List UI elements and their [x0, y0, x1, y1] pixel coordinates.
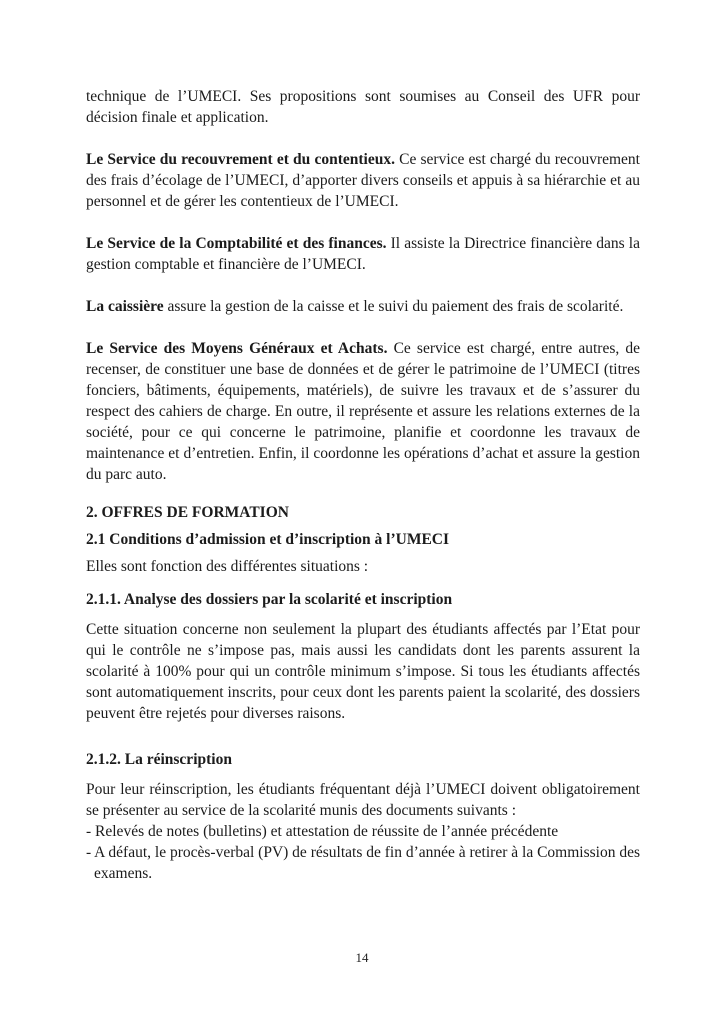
paragraph-body-text: assure la gestion de la caisse et le suivi du paiement des frais de scolarité.	[163, 298, 624, 315]
paragraph-caissiere	[86, 296, 640, 317]
page-number: 14	[355, 950, 369, 965]
list-item-defaut: - A défaut, le procès-verbal (PV) de résultats de fin d’année à retirer à la Commission des examens.	[86, 844, 640, 882]
paragraph-lead-bold: Le Service des Moyens Généraux et Achats.	[86, 340, 388, 357]
paragraph-body-text: Ce service est chargé du recouvrement des frais d’écolage de l’UMECI, d’apporter divers conseils et appuis à sa hiérarchie et au personnel et de gérer les contentieux de l’UMECI.	[86, 151, 640, 210]
paragraph-reinscription: Pour leur réinscription, les étudiants fréquentant déjà l’UMECI doivent obligatoirement se présenter au service de la scolarité munis des documents suivants :	[86, 781, 640, 819]
paragraph-situations: Elles sont fonction des différentes situations :	[86, 558, 369, 575]
paragraph-analyse-dossiers: Cette situation concerne non seulement la plupart des étudiants affectés par l’Etat pour qui le contrôle ne s’impose pas, mais aussi les candidats dont les parents assurent la scolarité à 100% pour qui un contrôle minimum s’impose. Si tous les étudiants affectés sont automatiquement inscrits, pour ceux dont les parents paient la scolarité, des dossiers peuvent être rejetés pour diverses raisons.	[86, 621, 640, 722]
paragraph-body-text: Il assiste la Directrice financière dans la gestion comptable et financière de l’UMECI.	[86, 235, 640, 273]
paragraph-lead-bold: Le Service du recouvrement et du contentieux.	[86, 151, 395, 168]
paragraph-recouvrement	[86, 149, 640, 212]
heading-analyse-dossiers: 2.1.1. Analyse des dossiers par la scolarité et inscription	[86, 591, 453, 608]
page-content	[86, 86, 640, 884]
paragraph-body-text: Ce service est chargé, entre autres, de recenser, de constituer une base de données et de gérer le patrimoine de l’UMECI (titres fonciers, bâtiments, équipements, matériels), de suivre les travaux et de s’assurer du respect des cahiers de charge. En outre, il représente et assure les relations externes de la société, pour ce qui concerne le patrimoine, planifie et coordonne les travaux de maintenance et d’entretien. Enfin, il coordonne les opérations d’achat et assure la gestion du parc auto.	[86, 340, 640, 483]
list-item-releves: - Relevés de notes (bulletins) et attestation de réussite de l’année précédente	[86, 823, 559, 840]
paragraph-moyens-generaux	[86, 338, 640, 485]
paragraph-technique: technique de l’UMECI. Ses propositions sont soumises au Conseil des UFR pour décision finale et application.	[86, 88, 640, 126]
paragraph-lead-bold: La caissière	[86, 298, 164, 315]
heading-offres-de-formation: 2. OFFRES DE FORMATION	[86, 504, 289, 521]
paragraph-lead-bold: Le Service de la Comptabilité et des finances.	[86, 235, 387, 252]
paragraph-comptabilite	[86, 233, 640, 275]
heading-conditions-admission: 2.1 Conditions d’admission et d’inscription à l’UMECI	[86, 531, 450, 548]
heading-reinscription: 2.1.2. La réinscription	[86, 751, 232, 768]
